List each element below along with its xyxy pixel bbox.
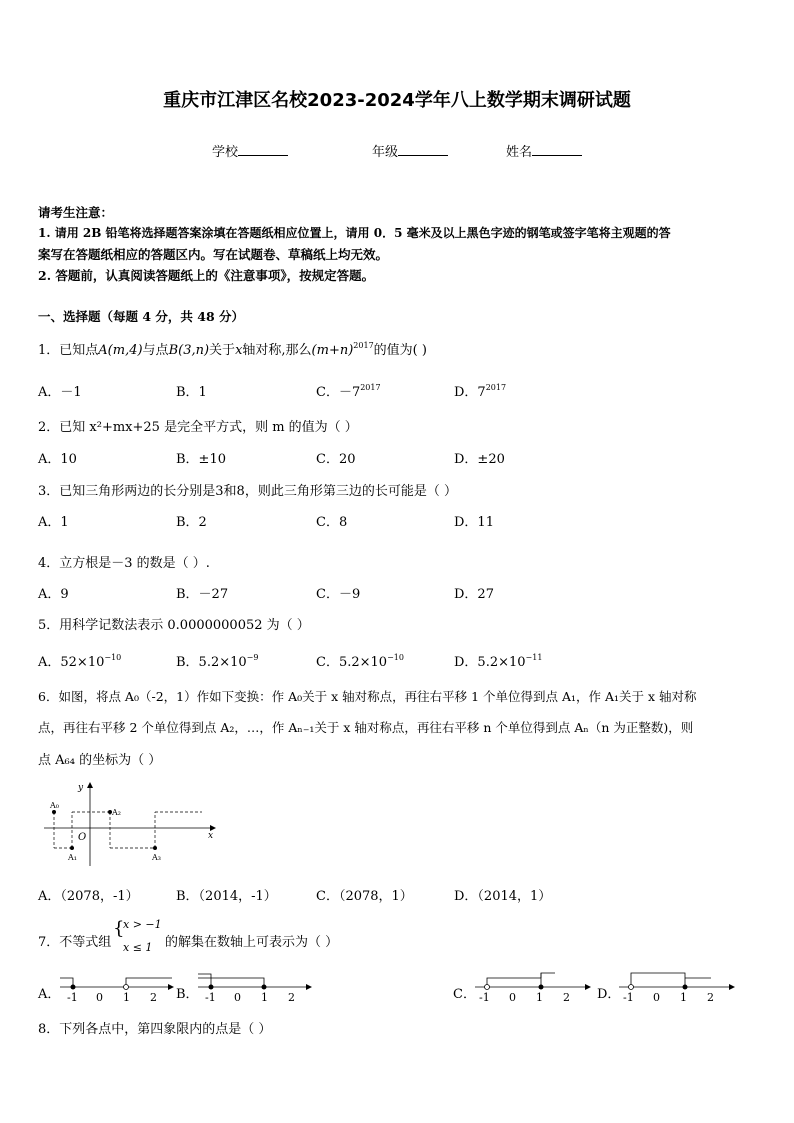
grade-blank[interactable] <box>398 143 448 156</box>
svg-text:0: 0 <box>96 991 103 1004</box>
question-6-line-1: 6．如图，将点 A₀（-2，1）作如下变换：作 A₀关于 x 轴对称点，再往右平移 1 个单位得到点 A₁，作 A₁关于 x 轴对称 <box>38 689 697 704</box>
y-axis-arrow <box>87 782 93 788</box>
notice-line-1a: 1. 请用 2B 铅笔将选择题答案涂填在答题纸相应位置上，请用 0．5 毫米及以上黑色字迹的钢笔或签字笔将主观题的答 <box>38 226 671 240</box>
notice-line-1b: 案写在答题纸相应的答题区内。写在试题卷、草稿纸上均无效。 <box>38 247 389 262</box>
q4-option-b[interactable]: B．－27 <box>176 587 229 602</box>
q4-option-d[interactable]: D．27 <box>454 587 494 602</box>
q3-option-c[interactable]: C．8 <box>316 515 348 530</box>
svg-text:2: 2 <box>150 991 157 1004</box>
q2-option-c[interactable]: C．20 <box>316 452 356 467</box>
grade-field[interactable] <box>372 141 448 160</box>
q5-option-d[interactable]: D．$5.2\times 10^{-11}$ <box>454 653 543 670</box>
point-a1 <box>70 846 74 850</box>
notice-heading: 请考生注意： <box>38 205 114 220</box>
school-field[interactable] <box>212 141 288 160</box>
question-7-stem-suffix: 的解集在数轴上可表示为（ ） <box>165 935 339 950</box>
question-5-stem: 5．用科学记数法表示 0.0000000052 为（ ） <box>38 618 310 633</box>
point-a0 <box>52 810 56 814</box>
q7-option-c-label[interactable]: C． <box>453 987 476 1002</box>
svg-text:2: 2 <box>563 991 570 1004</box>
q1-option-d[interactable]: D．$7^{2017}$ <box>454 383 507 400</box>
exam-title: 重庆市江津区名校2023-2024学年八上数学期末调研试题 <box>163 90 631 111</box>
school-label: 学校 <box>212 145 239 160</box>
svg-text:1: 1 <box>261 991 268 1004</box>
q5-option-a[interactable]: A．$52\times 10^{-10}$ <box>38 653 122 670</box>
svg-text:0: 0 <box>234 991 241 1004</box>
question-7-stem-prefix: 7．不等式组 <box>38 935 112 950</box>
q3-option-d[interactable]: D．11 <box>454 515 494 530</box>
q1-option-c[interactable]: C．$-7^{2017}$ <box>316 383 381 400</box>
section-heading: 一、选择题（每题 4 分，共 48 分） <box>38 309 245 324</box>
y-axis-label: y <box>78 783 84 793</box>
q7-option-b-numberline[interactable] <box>196 970 314 1006</box>
label-a1: A₁ <box>68 853 77 862</box>
q5-option-c[interactable]: C．$5.2\times 10^{-10}$ <box>316 653 404 670</box>
svg-text:2: 2 <box>288 991 295 1004</box>
question-2-stem: 2．已知 x²+mx+25 是完全平方式，则 m 的值为（ ） <box>38 420 358 435</box>
label-a0: A₀ <box>50 801 59 810</box>
x-axis-label: x <box>208 831 214 841</box>
point-a3 <box>153 846 157 850</box>
name-blank[interactable] <box>532 143 582 156</box>
label-a3: A₃ <box>152 853 161 862</box>
question-3-stem: 3．已知三角形两边的长分别是3和8，则此三角形第三边的长可能是（ ） <box>38 484 457 499</box>
q1-option-a[interactable]: A．－1 <box>38 385 82 400</box>
notice-line-2: 2. 答题前，认真阅读答题纸上的《注意事项》，按规定答题。 <box>38 268 375 283</box>
grade-label: 年级 <box>372 145 399 160</box>
q3-option-b[interactable]: B．2 <box>176 515 207 530</box>
svg-text:1: 1 <box>123 991 130 1004</box>
svg-text:2: 2 <box>707 991 714 1004</box>
q5-option-b[interactable]: B．$5.2\times 10^{-9}$ <box>176 653 259 670</box>
q2-option-b[interactable]: B．±10 <box>176 452 226 467</box>
q4-option-c[interactable]: C．－9 <box>316 587 361 602</box>
svg-text:-1: -1 <box>67 991 78 1004</box>
question-6-line-2: 点，再往右平移 2 个单位得到点 A₂，…，作 Aₙ₋₁关于 x 轴对称点，再往右平移 n 个单位得到点 Aₙ（n 为正整数)，则 <box>38 720 694 735</box>
q6-coordinate-figure <box>40 780 220 870</box>
q6-option-a[interactable]: A．（2078，-1） <box>38 889 139 904</box>
q6-option-b[interactable]: B．（2014，-1） <box>176 889 277 904</box>
q7-option-a-label[interactable]: A． <box>38 987 61 1002</box>
q7-option-a-numberline[interactable] <box>58 970 176 1006</box>
dashed-guides <box>54 812 202 848</box>
svg-text:1: 1 <box>680 991 687 1004</box>
q3-option-a[interactable]: A．1 <box>38 515 69 530</box>
school-blank[interactable] <box>238 143 288 156</box>
inequality-2: x ≤ 1 <box>123 941 153 954</box>
q1-option-b[interactable]: B．1 <box>176 385 207 400</box>
question-6-line-3: 点 A₆₄ 的坐标为（ ） <box>38 753 162 768</box>
svg-text:0: 0 <box>653 991 660 1004</box>
name-field[interactable] <box>506 141 582 160</box>
svg-text:-1: -1 <box>205 991 216 1004</box>
q2-option-d[interactable]: D．±20 <box>454 452 505 467</box>
q7-option-d-label[interactable]: D． <box>597 987 621 1002</box>
q7-option-c-numberline[interactable] <box>473 970 593 1006</box>
q7-option-d-numberline[interactable] <box>617 970 737 1006</box>
svg-text:-1: -1 <box>623 991 634 1004</box>
q6-option-d[interactable]: D．（2014，1） <box>454 889 552 904</box>
origin-label: O <box>78 832 87 843</box>
question-8-stem: 8．下列各点中，第四象限内的点是（ ） <box>38 1022 272 1037</box>
q7-option-b-label[interactable]: B． <box>176 987 199 1002</box>
label-a2: A₂ <box>112 808 121 817</box>
question-4-stem: 4．立方根是－3 的数是（ ）. <box>38 556 210 571</box>
svg-text:-1: -1 <box>479 991 490 1004</box>
q2-option-a[interactable]: A．10 <box>38 452 77 467</box>
q4-option-a[interactable]: A．9 <box>38 587 69 602</box>
svg-text:0: 0 <box>509 991 516 1004</box>
question-1-stem: 1．已知点A(m,4)与点B(3,n)关于x轴对称,那么$(m+n)^{2017}$的值为( ) <box>38 341 427 358</box>
name-label: 姓名 <box>506 145 533 160</box>
q6-option-c[interactable]: C．（2078，1） <box>316 889 413 904</box>
svg-text:1: 1 <box>536 991 543 1004</box>
brace-icon: { <box>113 918 125 939</box>
inequality-1: x > −1 <box>123 918 162 931</box>
